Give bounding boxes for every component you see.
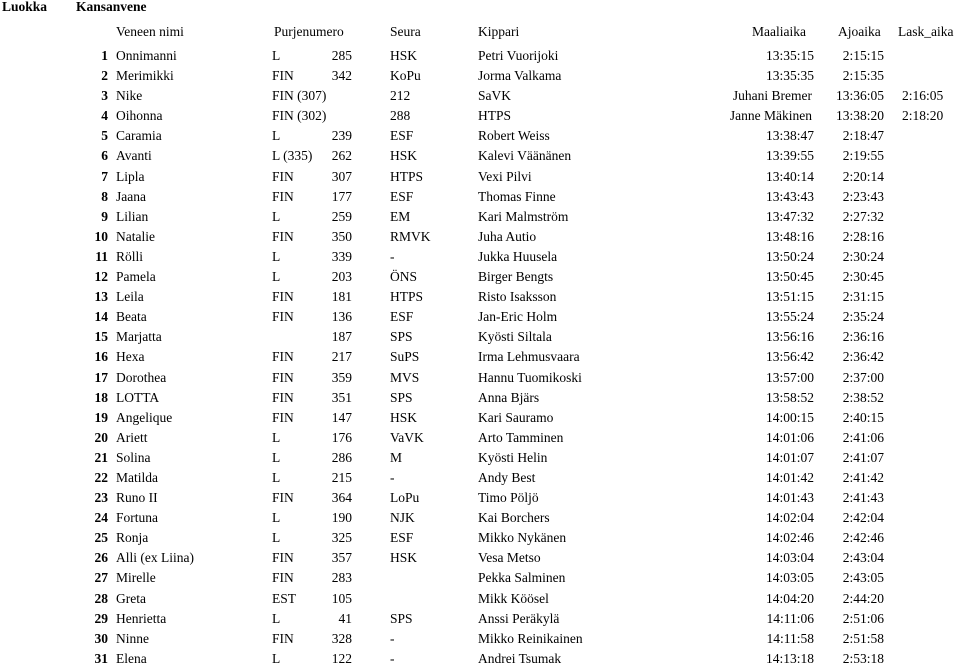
skipper-cell: Anna Bjärs: [478, 389, 540, 405]
elapsed-time-cell: 2:15:15: [842, 48, 884, 63]
sail-class-cell: FIN: [272, 570, 294, 586]
finish-time-cell: 13:51:15: [765, 289, 814, 305]
sail-class-cell: FIN: [272, 550, 294, 566]
club-cell: HTPS: [390, 289, 424, 305]
elapsed-time-cell: 2:18:47: [842, 128, 884, 144]
position-cell: 7: [101, 168, 108, 184]
table-row: [0, 408, 960, 428]
sail-number-cell: 342: [331, 68, 352, 84]
position-cell: 20: [94, 429, 108, 445]
finish-time-cell: 13:55:24: [765, 309, 814, 325]
boat-name-cell: Natalie: [116, 228, 155, 244]
finish-time-cell: 13:39:55: [765, 148, 814, 164]
elapsed-time-cell: 2:51:58: [842, 630, 884, 646]
sail-number-cell: 339: [331, 248, 352, 264]
finish-time-cell: 14:03:05: [765, 570, 814, 586]
elapsed-time-cell: 2:44:20: [842, 590, 884, 606]
elapsed-time-cell: 2:41:43: [842, 490, 884, 506]
sail-class-cell: L: [272, 610, 281, 626]
boat-name-cell: Merimikki: [116, 68, 174, 84]
boat-name-cell: Rölli: [116, 248, 144, 264]
table-row: [0, 528, 960, 548]
finish-time-cell: 13:35:35: [765, 68, 814, 84]
finish-time-cell: 13:50:45: [765, 269, 814, 285]
club-cell: HSK: [390, 409, 418, 425]
position-cell: 21: [94, 449, 108, 465]
table-row: [0, 347, 960, 367]
boat-name-cell: Lipla: [116, 168, 145, 184]
boat-name-cell: Beata: [116, 309, 147, 325]
boat-name-cell: Angelique: [116, 409, 173, 425]
skipper-cell: Vexi Pilvi: [478, 168, 532, 184]
boat-name-cell: Hexa: [116, 349, 145, 365]
club-cell: SPS: [390, 329, 413, 345]
club-cell: ESF: [390, 128, 414, 144]
position-cell: 27: [94, 570, 108, 586]
sail-class-cell: FIN: [272, 68, 294, 84]
table-row: [0, 388, 960, 408]
skipper-cell: Petri Vuorijoki: [478, 48, 559, 63]
club-cell: ÖNS: [390, 269, 418, 285]
category-label: Luokka: [2, 0, 48, 14]
elapsed-time-cell: 2:38:52: [842, 389, 884, 405]
col-finish-time: Maaliaika: [752, 24, 806, 39]
club-cell: HSK: [390, 550, 418, 566]
table-row: [0, 568, 960, 588]
club-cell: LoPu: [390, 490, 420, 506]
club-cell: -: [390, 630, 395, 646]
skipper-cell: Birger Bengts: [478, 269, 554, 285]
boat-name-cell: Solina: [116, 449, 151, 465]
skipper-cell: Jorma Valkama: [478, 68, 562, 84]
finish-time-cell: 13:56:42: [765, 349, 814, 365]
position-cell: 2: [101, 68, 108, 84]
position-cell: 4: [101, 108, 108, 124]
table-row: [0, 307, 960, 327]
elapsed-time-cell: 2:37:00: [842, 369, 884, 385]
boat-name-cell: Alli (ex Liina): [116, 550, 194, 566]
position-cell: 30: [94, 630, 108, 646]
table-row: [0, 629, 960, 649]
skipper-cell: Risto Isaksson: [478, 289, 557, 305]
sail-class-cell: L: [272, 530, 281, 546]
sail-number-cell: 357: [331, 550, 352, 566]
table-row: [0, 428, 960, 448]
elapsed-time-cell: 2:40:15: [842, 409, 884, 425]
finish-time-cell: 13:43:43: [765, 188, 814, 204]
sail-class-cell: L: [272, 128, 281, 144]
sail-number-cell: 122: [331, 650, 352, 666]
elapsed-time-cell: 2:43:04: [842, 550, 884, 566]
position-cell: 31: [94, 650, 108, 666]
skipper-cell: Kai Borchers: [478, 510, 550, 526]
table-row: [0, 227, 960, 247]
table-row: [0, 267, 960, 287]
sail-number-cell: 286: [331, 449, 352, 465]
sail-class-cell: FIN: [272, 369, 294, 385]
sail-class-cell: L: [272, 469, 281, 485]
finish-time-cell: 14:04:20: [765, 590, 814, 606]
position-cell: 29: [94, 610, 108, 626]
table-row: [0, 106, 960, 126]
boat-name-cell: Runo II: [116, 490, 158, 506]
position-cell: 1: [101, 48, 108, 63]
col-elapsed-time: Ajoaika: [838, 24, 881, 39]
table-row: [0, 548, 960, 568]
sail-number-cell: 239: [331, 128, 352, 144]
elapsed-time-cell: 2:30:24: [842, 248, 884, 264]
boat-name-cell: Mirelle: [116, 570, 156, 586]
club-cell: VaVK: [390, 429, 424, 445]
finish-time-cell: 13:38:20: [835, 108, 884, 124]
finish-time-cell: 14:01:42: [765, 469, 814, 485]
club-cell: SaVK: [478, 88, 511, 104]
boat-name-cell: Marjatta: [116, 329, 162, 345]
club-cell: ESF: [390, 188, 414, 204]
skipper-cell: Hannu Tuomikoski: [478, 369, 582, 385]
boat-name-cell: Pamela: [116, 269, 156, 285]
position-cell: 13: [94, 289, 108, 305]
finish-time-cell: 13:36:05: [835, 88, 884, 104]
skipper-cell: Andrei Tsumak: [478, 650, 562, 666]
position-cell: 3: [101, 88, 108, 104]
table-row: [0, 649, 960, 669]
finish-time-cell: 14:00:15: [765, 409, 814, 425]
position-cell: 28: [94, 590, 108, 606]
table-row: [0, 488, 960, 508]
table-row: [0, 287, 960, 307]
finish-time-cell: 14:01:07: [765, 449, 814, 465]
finish-time-cell: 13:38:47: [765, 128, 814, 144]
club-cell: SPS: [390, 610, 413, 626]
table-row: [0, 589, 960, 609]
position-cell: 24: [94, 510, 108, 526]
position-cell: 10: [94, 228, 108, 244]
skipper-cell: Andy Best: [478, 469, 536, 485]
sail-number-cell: 288: [390, 108, 411, 124]
table-row: [0, 126, 960, 146]
sail-number-cell: 187: [331, 329, 352, 345]
finish-time-cell: 14:01:43: [765, 490, 814, 506]
finish-time-cell: 13:57:00: [765, 369, 814, 385]
sail-number-cell: 325: [331, 530, 352, 546]
sail-class-cell: L (335): [272, 148, 313, 164]
skipper-cell: Timo Pöljö: [478, 490, 539, 506]
finish-time-cell: 13:47:32: [765, 208, 814, 224]
club-cell: -: [390, 248, 395, 264]
elapsed-time-cell: 2:18:20: [902, 108, 944, 124]
sail-class-cell: L: [272, 248, 281, 264]
finish-time-cell: 13:56:16: [765, 329, 814, 345]
boat-name-cell: Ninne: [116, 630, 149, 646]
sail-class-cell: FIN (302): [272, 108, 327, 124]
table-row: [0, 468, 960, 488]
elapsed-time-cell: 2:36:16: [842, 329, 884, 345]
finish-time-cell: 13:48:16: [765, 228, 814, 244]
position-cell: 14: [94, 309, 108, 325]
sail-class-cell: L: [272, 208, 281, 224]
boat-name-cell: Oihonna: [116, 108, 163, 124]
finish-time-cell: 14:01:06: [765, 429, 814, 445]
finish-time-cell: 13:50:24: [765, 248, 814, 264]
sail-number-cell: 41: [338, 610, 352, 626]
finish-time-cell: 14:11:58: [766, 630, 814, 646]
skipper-cell: Pekka Salminen: [478, 570, 566, 586]
club-cell: SPS: [390, 389, 413, 405]
skipper-cell: Kari Sauramo: [478, 409, 554, 425]
position-cell: 25: [94, 530, 108, 546]
elapsed-time-cell: 2:51:06: [842, 610, 884, 626]
position-cell: 8: [101, 188, 108, 204]
finish-time-cell: 14:02:04: [765, 510, 814, 526]
elapsed-time-cell: 2:15:35: [842, 68, 884, 84]
club-cell: RMVK: [390, 228, 431, 244]
col-skipper: Kippari: [478, 24, 520, 39]
skipper-cell: Irma Lehmusvaara: [478, 349, 580, 365]
skipper-cell: Kyösti Siltala: [478, 329, 552, 345]
position-cell: 11: [95, 248, 108, 264]
col-sail-number: Purjenumero: [274, 24, 344, 39]
boat-name-cell: Ronja: [116, 530, 149, 546]
club-cell: -: [390, 469, 395, 485]
sail-number-cell: 359: [331, 369, 352, 385]
sail-number-cell: 136: [331, 309, 352, 325]
sail-number-cell: 262: [331, 148, 352, 164]
col-corrected-time: Lask_aika: [898, 24, 954, 39]
club-cell: SuPS: [390, 349, 420, 365]
club-cell: NJK: [390, 510, 415, 526]
skipper-cell: Arto Tamminen: [478, 429, 564, 445]
position-cell: 22: [94, 469, 108, 485]
table-row: [0, 86, 960, 106]
sail-number-cell: 147: [331, 409, 352, 425]
sail-class-cell: L: [272, 48, 281, 63]
sail-class-cell: EST: [272, 590, 297, 606]
skipper-cell: Vesa Metso: [478, 550, 541, 566]
skipper-cell: Mikk Köösel: [478, 590, 549, 606]
position-cell: 18: [94, 389, 108, 405]
skipper-cell: Thomas Finne: [478, 188, 556, 204]
skipper-cell: Kalevi Väänänen: [478, 148, 572, 164]
skipper-cell: Juha Autio: [478, 228, 537, 244]
sail-number-cell: 176: [331, 429, 352, 445]
boat-name-cell: Lilian: [116, 208, 149, 224]
sail-number-cell: 350: [331, 228, 352, 244]
position-cell: 12: [94, 269, 108, 285]
finish-time-cell: 13:35:15: [765, 48, 814, 63]
sail-class-cell: L: [272, 449, 281, 465]
sail-class-cell: L: [272, 510, 281, 526]
club-cell: MVS: [390, 369, 420, 385]
table-row: [0, 448, 960, 468]
finish-time-cell: 14:13:18: [765, 650, 814, 666]
boat-name-cell: Ariett: [116, 429, 148, 445]
elapsed-time-cell: 2:23:43: [842, 188, 884, 204]
boat-name-cell: Henrietta: [116, 610, 167, 626]
sail-class-cell: FIN: [272, 389, 294, 405]
table-row: [0, 327, 960, 347]
skipper-cell: Kyösti Helin: [478, 449, 548, 465]
sail-number-cell: 203: [331, 269, 352, 285]
sail-class-cell: FIN: [272, 188, 294, 204]
elapsed-time-cell: 2:31:15: [842, 289, 884, 305]
sail-number-cell: 351: [331, 389, 352, 405]
position-cell: 6: [101, 148, 108, 164]
col-boat-name: Veneen nimi: [116, 24, 184, 39]
table-row: [0, 66, 960, 86]
skipper-cell: Mikko Reinikainen: [478, 630, 583, 646]
elapsed-time-cell: 2:41:07: [842, 449, 884, 465]
elapsed-time-cell: 2:43:05: [842, 570, 884, 586]
sail-number-cell: 181: [331, 289, 352, 305]
sail-class-cell: FIN: [272, 409, 294, 425]
sail-class-cell: FIN: [272, 309, 294, 325]
elapsed-time-cell: 2:19:55: [842, 148, 884, 164]
sail-number-cell: 283: [331, 570, 352, 586]
elapsed-time-cell: 2:30:45: [842, 269, 884, 285]
club-cell: HSK: [390, 48, 418, 63]
table-row: [0, 167, 960, 187]
sail-number-cell: 285: [331, 48, 352, 63]
position-cell: 17: [94, 369, 108, 385]
boat-name-cell: Jaana: [116, 188, 146, 204]
skipper-cell: Janne Mäkinen: [729, 108, 812, 124]
table-row: [0, 187, 960, 207]
club-cell: EM: [390, 208, 411, 224]
elapsed-time-cell: 2:42:04: [842, 510, 884, 526]
sail-class-cell: FIN (307): [272, 88, 327, 104]
club-cell: -: [390, 650, 395, 666]
club-cell: ESF: [390, 530, 414, 546]
sail-class-cell: L: [272, 650, 281, 666]
finish-time-cell: 14:11:06: [766, 610, 814, 626]
table-row: [0, 46, 960, 66]
sail-number-cell: 328: [331, 630, 352, 646]
table-row: [0, 247, 960, 267]
elapsed-time-cell: 2:27:32: [842, 208, 884, 224]
sail-class-cell: L: [272, 429, 281, 445]
boat-name-cell: Avanti: [116, 148, 152, 164]
table-row: [0, 207, 960, 227]
finish-time-cell: 14:03:04: [765, 550, 814, 566]
elapsed-time-cell: 2:28:16: [842, 228, 884, 244]
elapsed-time-cell: 2:36:42: [842, 349, 884, 365]
finish-time-cell: 14:02:46: [765, 530, 814, 546]
skipper-cell: Kari Malmström: [478, 208, 569, 224]
skipper-cell: Anssi Peräkylä: [478, 610, 560, 626]
table-row: [0, 609, 960, 629]
position-cell: 26: [94, 550, 108, 566]
skipper-cell: Mikko Nykänen: [478, 530, 567, 546]
sail-class-cell: FIN: [272, 228, 294, 244]
sail-class-cell: FIN: [272, 289, 294, 305]
table-row: [0, 508, 960, 528]
table-row: [0, 368, 960, 388]
elapsed-time-cell: 2:35:24: [842, 309, 884, 325]
sail-class-cell: L: [272, 269, 281, 285]
sail-number-cell: 190: [331, 510, 352, 526]
sail-number-cell: 217: [331, 349, 352, 365]
boat-name-cell: Nike: [116, 88, 143, 104]
elapsed-time-cell: 2:41:06: [842, 429, 884, 445]
sail-class-cell: FIN: [272, 349, 294, 365]
position-cell: 16: [94, 349, 108, 365]
skipper-cell: Jukka Huusela: [478, 248, 558, 264]
club-cell: ESF: [390, 309, 414, 325]
boat-name-cell: Greta: [116, 590, 146, 606]
club-cell: HTPS: [390, 168, 424, 184]
boat-name-cell: Dorothea: [116, 369, 167, 385]
club-cell: KoPu: [390, 68, 421, 84]
club-cell: M: [390, 449, 403, 465]
boat-name-cell: LOTTA: [116, 389, 160, 405]
sail-class-cell: FIN: [272, 630, 294, 646]
boat-name-cell: Fortuna: [116, 510, 158, 526]
sail-number-cell: 215: [331, 469, 352, 485]
finish-time-cell: 13:40:14: [765, 168, 814, 184]
boat-name-cell: Caramia: [116, 128, 162, 144]
elapsed-time-cell: 2:42:46: [842, 530, 884, 546]
elapsed-time-cell: 2:53:18: [842, 650, 884, 666]
position-cell: 9: [101, 208, 108, 224]
skipper-cell: Juhani Bremer: [732, 88, 812, 104]
position-cell: 19: [94, 409, 108, 425]
elapsed-time-cell: 2:16:05: [902, 88, 944, 104]
club-cell: HSK: [390, 148, 418, 164]
skipper-cell: Robert Weiss: [478, 128, 550, 144]
sail-number-cell: 307: [331, 168, 352, 184]
sail-number-cell: 212: [390, 88, 411, 104]
position-cell: 15: [94, 329, 108, 345]
boat-name-cell: Elena: [116, 650, 147, 666]
skipper-cell: Jan-Eric Holm: [478, 309, 558, 325]
position-cell: 23: [94, 490, 108, 506]
boat-name-cell: Matilda: [116, 469, 158, 485]
sail-number-cell: 177: [331, 188, 352, 204]
boat-name-cell: Leila: [116, 289, 144, 305]
sail-class-cell: FIN: [272, 168, 294, 184]
table-row: [0, 146, 960, 166]
sail-number-cell: 364: [331, 490, 352, 506]
boat-name-cell: Onnimanni: [116, 48, 177, 63]
results-table: [0, 46, 960, 669]
sail-class-cell: FIN: [272, 490, 294, 506]
finish-time-cell: 13:58:52: [765, 389, 814, 405]
category-value: Kansanvene: [76, 0, 147, 14]
col-club: Seura: [390, 24, 421, 39]
club-cell: HTPS: [478, 108, 512, 124]
elapsed-time-cell: 2:41:42: [842, 469, 884, 485]
elapsed-time-cell: 2:20:14: [842, 168, 884, 184]
position-cell: 5: [101, 128, 108, 144]
sail-number-cell: 105: [331, 590, 352, 606]
sail-number-cell: 259: [331, 208, 352, 224]
